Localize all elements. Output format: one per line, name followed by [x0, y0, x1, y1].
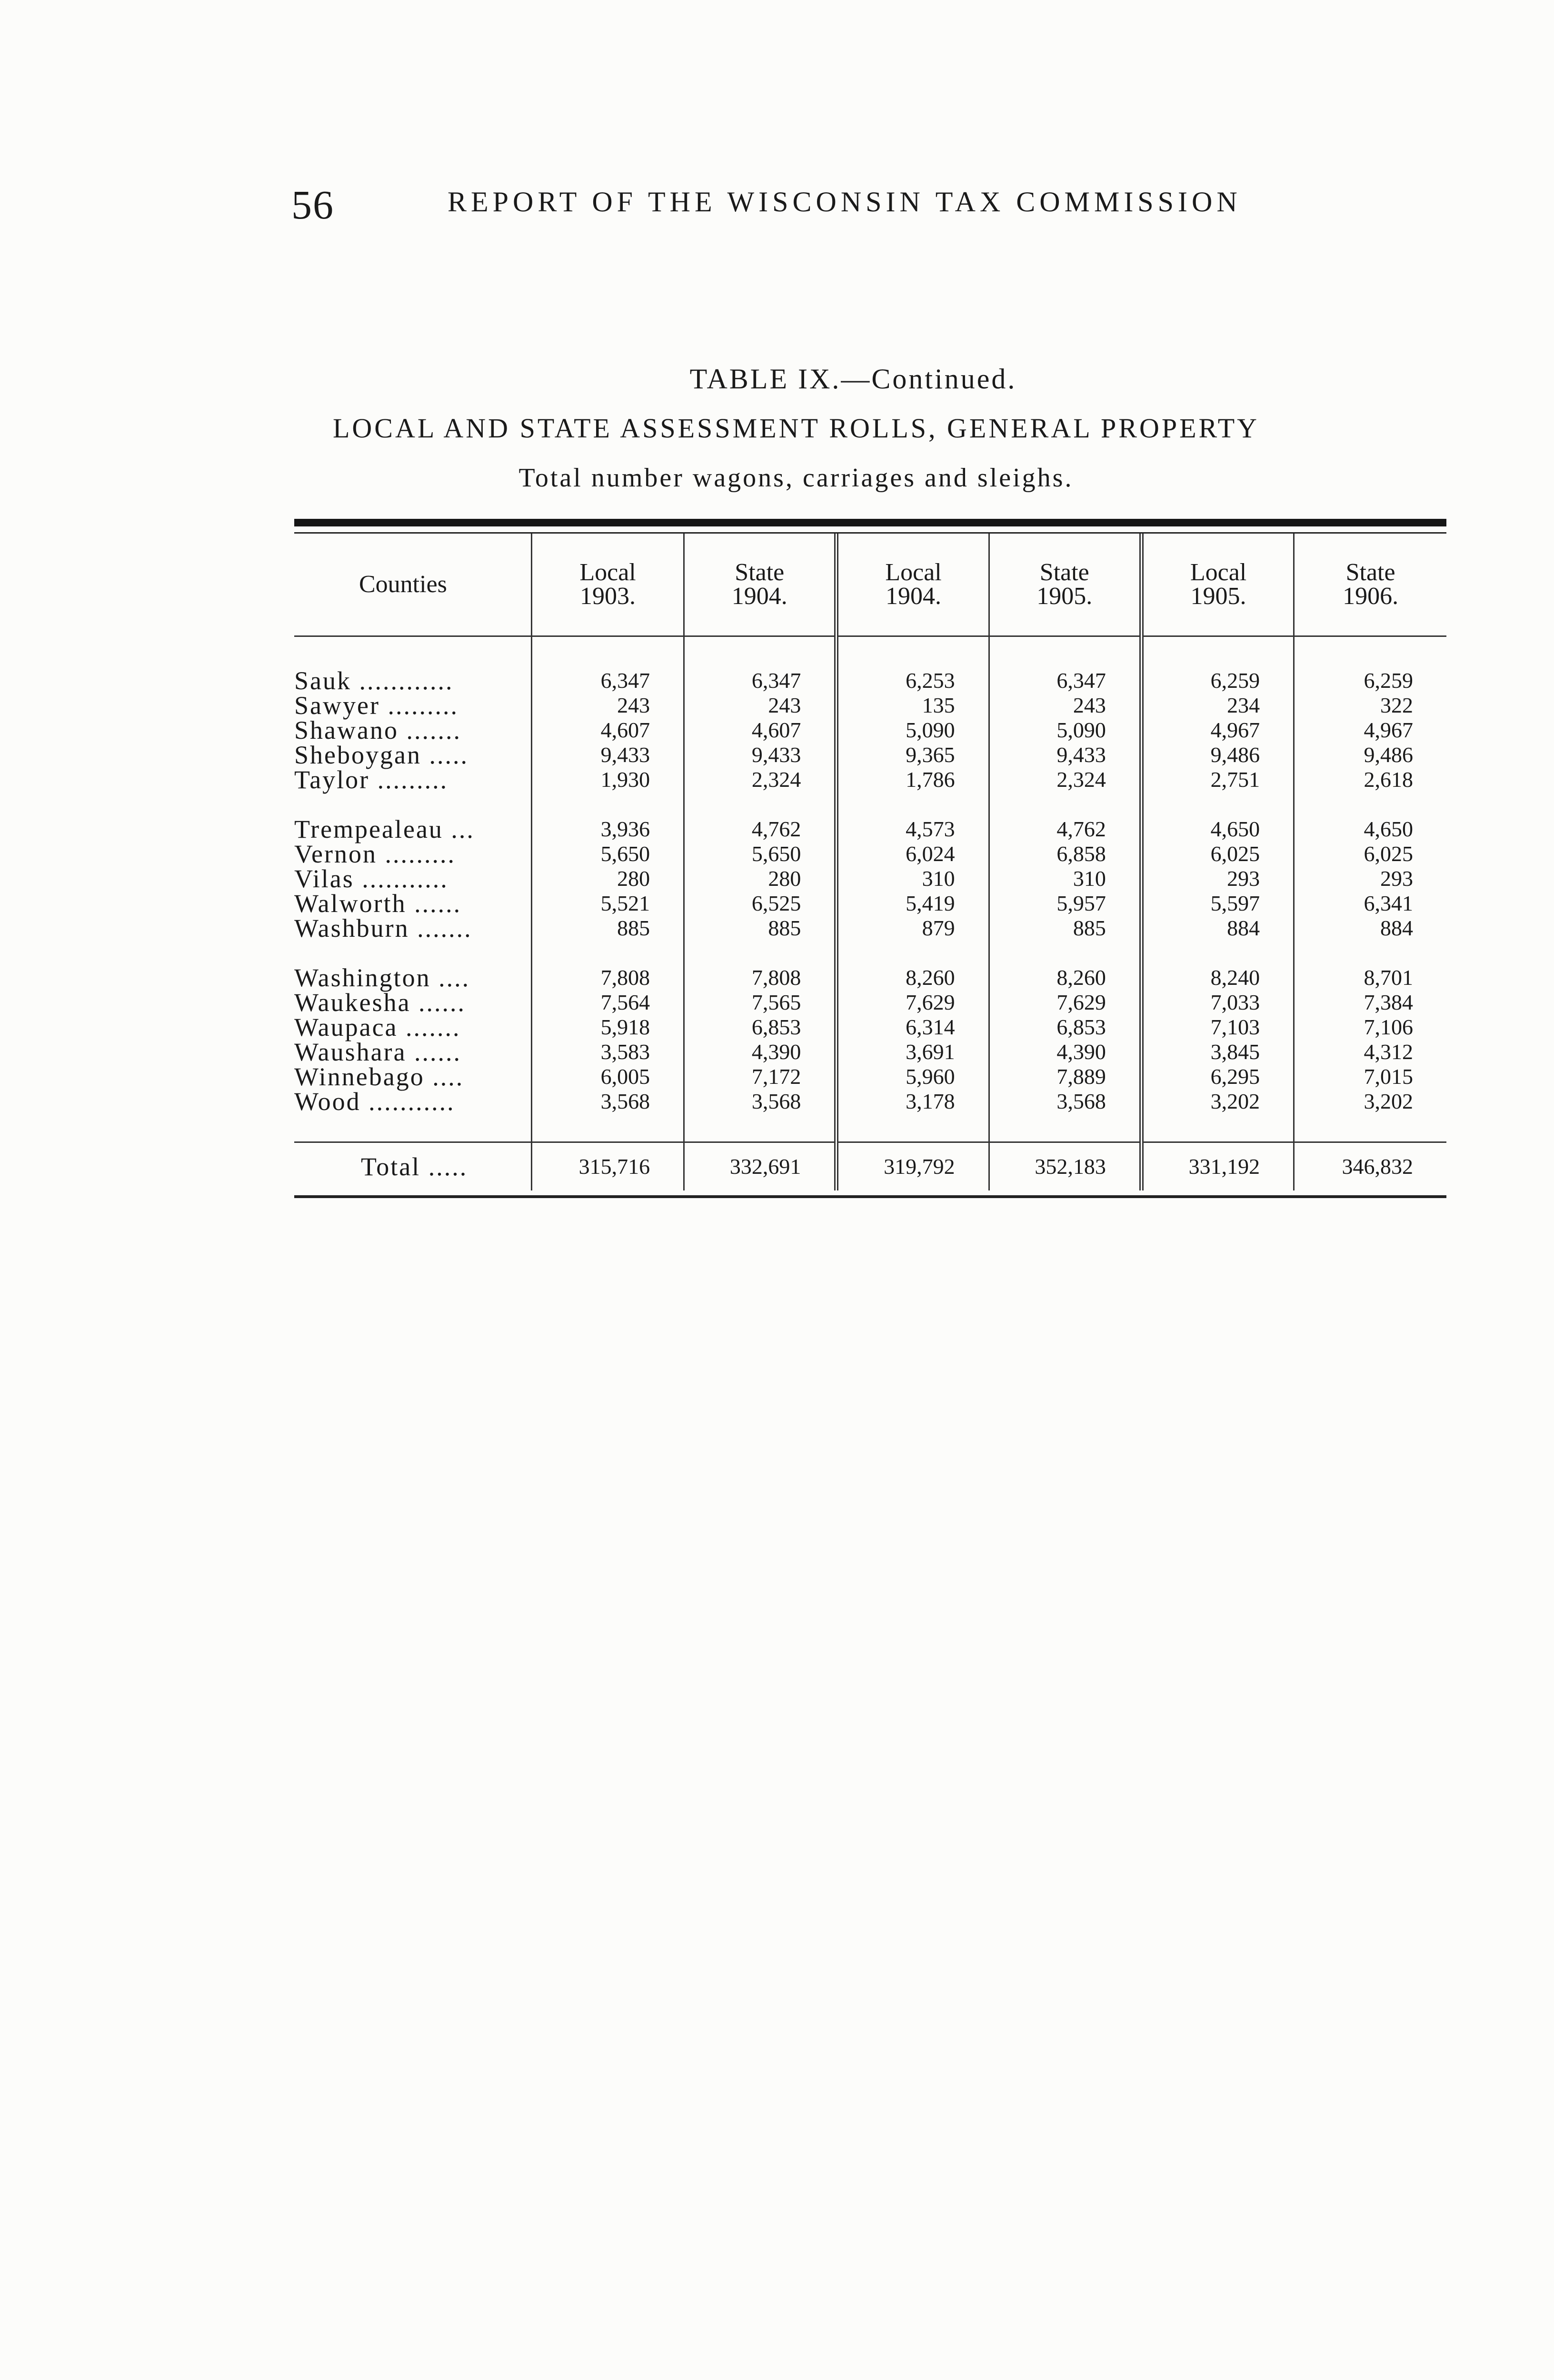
value-cell: 5,918 — [531, 1015, 684, 1040]
county-name: Washington .... — [294, 963, 470, 992]
column-header — [531, 534, 684, 636]
value-cell: 6,853 — [989, 1015, 1141, 1040]
value-cell: 5,521 — [531, 891, 684, 916]
value-cell: 4,967 — [1141, 718, 1294, 743]
value-cell: 6,025 — [1141, 842, 1294, 866]
value-cell: 6,314 — [837, 1015, 989, 1040]
column-header — [294, 534, 531, 636]
value-cell: 2,324 — [684, 767, 837, 792]
value-cell: 885 — [531, 916, 684, 941]
value-cell: 3,568 — [684, 1089, 837, 1114]
value-cell: 4,650 — [1141, 817, 1294, 842]
column-header — [837, 534, 989, 636]
table-row — [294, 668, 1446, 693]
value-cell: 6,259 — [1294, 668, 1446, 693]
value-cell: 8,240 — [1141, 965, 1294, 990]
value-cell: 293 — [1294, 866, 1446, 891]
table-row — [294, 891, 1446, 916]
value-cell: 3,568 — [989, 1089, 1141, 1114]
value-cell: 6,347 — [989, 668, 1141, 693]
value-cell: 4,573 — [837, 817, 989, 842]
value-cell: 4,762 — [684, 817, 837, 842]
value-cell: 885 — [989, 916, 1141, 941]
value-cell: 7,103 — [1141, 1015, 1294, 1040]
value-cell: 4,607 — [684, 718, 837, 743]
table-row — [294, 693, 1446, 718]
table-row — [294, 866, 1446, 891]
page-number: 56 — [291, 182, 334, 228]
column-header-line2: 1904. — [886, 583, 942, 610]
value-cell: 243 — [531, 693, 684, 718]
value-cell: 4,967 — [1294, 718, 1446, 743]
value-cell: 5,650 — [531, 842, 684, 866]
value-cell: 6,295 — [1141, 1064, 1294, 1089]
value-cell: 9,433 — [531, 743, 684, 767]
table-row — [294, 718, 1446, 743]
value-cell: 884 — [1294, 916, 1446, 941]
value-cell: 6,024 — [837, 842, 989, 866]
value-cell: 234 — [1141, 693, 1294, 718]
value-cell: 2,324 — [989, 767, 1141, 792]
table-row — [294, 916, 1446, 941]
column-header-line2: 1905. — [1036, 583, 1093, 610]
column-header-line2: 1903. — [580, 583, 636, 610]
value-cell: 4,607 — [531, 718, 684, 743]
value-cell: 4,762 — [989, 817, 1141, 842]
value-cell: 331,192 — [1141, 1142, 1294, 1191]
value-cell: 6,253 — [837, 668, 989, 693]
value-cell: 3,202 — [1141, 1089, 1294, 1114]
column-header — [1294, 534, 1446, 636]
table-row — [294, 1089, 1446, 1114]
value-cell: 5,597 — [1141, 891, 1294, 916]
column-header-line2: 1906. — [1343, 583, 1399, 610]
top-thick-rule — [294, 519, 1446, 526]
column-header-line1: State — [735, 559, 785, 586]
value-cell: 6,259 — [1141, 668, 1294, 693]
table-header — [294, 534, 1446, 636]
value-cell: 6,347 — [531, 668, 684, 693]
value-cell: 346,832 — [1294, 1142, 1446, 1191]
value-cell: 3,936 — [531, 817, 684, 842]
county-name: Sheboygan ..... — [294, 741, 468, 769]
county-name: Trempealeau ... — [294, 815, 475, 843]
value-cell: 884 — [1141, 916, 1294, 941]
value-cell: 7,564 — [531, 990, 684, 1015]
value-cell: 7,384 — [1294, 990, 1446, 1015]
value-cell: 310 — [837, 866, 989, 891]
table-row — [294, 1040, 1446, 1064]
column-header-line1: State — [1039, 559, 1089, 586]
column-header-line1: Local — [1190, 559, 1247, 586]
total-label: Total ..... — [294, 1142, 531, 1191]
county-name: Winnebago .... — [294, 1062, 464, 1091]
table-number: TABLE IX.—Continued. — [689, 363, 1017, 395]
table-subheading: Total number wagons, carriages and sleighs. — [518, 463, 1074, 493]
county-name: Vilas ........... — [294, 864, 448, 893]
value-cell: 8,260 — [989, 965, 1141, 990]
value-cell: 7,565 — [684, 990, 837, 1015]
table-row — [294, 965, 1446, 990]
value-cell: 3,583 — [531, 1040, 684, 1064]
county-name: Taylor ......... — [294, 765, 448, 794]
value-cell: 135 — [837, 693, 989, 718]
value-cell: 3,568 — [531, 1089, 684, 1114]
county-name: Walworth ...... — [294, 889, 462, 918]
value-cell: 9,486 — [1294, 743, 1446, 767]
value-cell: 280 — [684, 866, 837, 891]
column-header-line2: 1904. — [731, 583, 787, 610]
value-cell: 5,960 — [837, 1064, 989, 1089]
column-header-line1: State — [1345, 559, 1395, 586]
value-cell: 7,808 — [684, 965, 837, 990]
county-name: Washburn ....... — [294, 914, 472, 942]
value-cell: 5,090 — [837, 718, 989, 743]
value-cell: 310 — [989, 866, 1141, 891]
value-cell: 9,433 — [989, 743, 1141, 767]
county-name: Shawano ....... — [294, 716, 461, 744]
table-row — [294, 1064, 1446, 1089]
running-head: REPORT OF THE WISCONSIN TAX COMMISSION — [448, 186, 1242, 218]
value-cell: 7,015 — [1294, 1064, 1446, 1089]
column-header-line1: Counties — [359, 571, 447, 598]
value-cell: 7,033 — [1141, 990, 1294, 1015]
bottom-rule — [294, 1195, 1446, 1198]
value-cell: 4,312 — [1294, 1040, 1446, 1064]
value-cell: 3,691 — [837, 1040, 989, 1064]
value-cell: 9,486 — [1141, 743, 1294, 767]
value-cell: 6,025 — [1294, 842, 1446, 866]
value-cell: 3,202 — [1294, 1089, 1446, 1114]
value-cell: 6,005 — [531, 1064, 684, 1089]
county-name: Sawyer ......... — [294, 691, 458, 720]
assessment-table — [294, 534, 1446, 1190]
value-cell: 6,347 — [684, 668, 837, 693]
table-row — [294, 1015, 1446, 1040]
value-cell: 885 — [684, 916, 837, 941]
table-row — [294, 767, 1446, 792]
value-cell: 322 — [1294, 693, 1446, 718]
assessment-table-container — [294, 519, 1446, 1198]
value-cell: 7,889 — [989, 1064, 1141, 1089]
column-header — [989, 534, 1141, 636]
value-cell: 7,629 — [837, 990, 989, 1015]
value-cell: 2,618 — [1294, 767, 1446, 792]
value-cell: 3,845 — [1141, 1040, 1294, 1064]
value-cell: 9,433 — [684, 743, 837, 767]
value-cell: 6,858 — [989, 842, 1141, 866]
column-header — [1141, 534, 1294, 636]
value-cell: 4,390 — [684, 1040, 837, 1064]
value-cell: 243 — [989, 693, 1141, 718]
value-cell: 332,691 — [684, 1142, 837, 1191]
value-cell: 3,178 — [837, 1089, 989, 1114]
value-cell: 5,090 — [989, 718, 1141, 743]
table-row — [294, 817, 1446, 842]
value-cell: 7,808 — [531, 965, 684, 990]
table-row — [294, 743, 1446, 767]
table-body — [294, 636, 1446, 1191]
column-header-line1: Local — [885, 559, 942, 586]
column-header — [684, 534, 837, 636]
value-cell: 8,260 — [837, 965, 989, 990]
value-cell: 7,106 — [1294, 1015, 1446, 1040]
value-cell: 7,172 — [684, 1064, 837, 1089]
county-name: Waukesha ...... — [294, 988, 466, 1017]
county-name: Waushara ...... — [294, 1038, 462, 1066]
value-cell: 293 — [1141, 866, 1294, 891]
value-cell: 6,341 — [1294, 891, 1446, 916]
value-cell: 8,701 — [1294, 965, 1446, 990]
value-cell: 319,792 — [837, 1142, 989, 1191]
value-cell: 1,930 — [531, 767, 684, 792]
value-cell: 9,365 — [837, 743, 989, 767]
county-name: Waupaca ....... — [294, 1013, 461, 1041]
header-row — [294, 534, 1446, 636]
value-cell: 1,786 — [837, 767, 989, 792]
column-header-line2: 1905. — [1190, 583, 1246, 610]
value-cell: 243 — [684, 693, 837, 718]
value-cell: 352,183 — [989, 1142, 1141, 1191]
value-cell: 5,957 — [989, 891, 1141, 916]
value-cell: 5,650 — [684, 842, 837, 866]
value-cell: 6,853 — [684, 1015, 837, 1040]
table-row — [294, 990, 1446, 1015]
value-cell: 315,716 — [531, 1142, 684, 1191]
value-cell: 6,525 — [684, 891, 837, 916]
value-cell: 5,419 — [837, 891, 989, 916]
county-name: Wood ........... — [294, 1087, 455, 1116]
county-name: Sauk ............ — [294, 666, 454, 695]
value-cell: 879 — [837, 916, 989, 941]
value-cell: 7,629 — [989, 990, 1141, 1015]
table-row — [294, 842, 1446, 866]
table-heading: LOCAL AND STATE ASSESSMENT ROLLS, GENERAL PROPERTY — [332, 413, 1260, 444]
total-row — [294, 1142, 1446, 1191]
column-header-line1: Local — [579, 559, 636, 586]
value-cell: 4,390 — [989, 1040, 1141, 1064]
county-name: Vernon ......... — [294, 840, 456, 868]
value-cell: 4,650 — [1294, 817, 1446, 842]
value-cell: 280 — [531, 866, 684, 891]
value-cell: 2,751 — [1141, 767, 1294, 792]
